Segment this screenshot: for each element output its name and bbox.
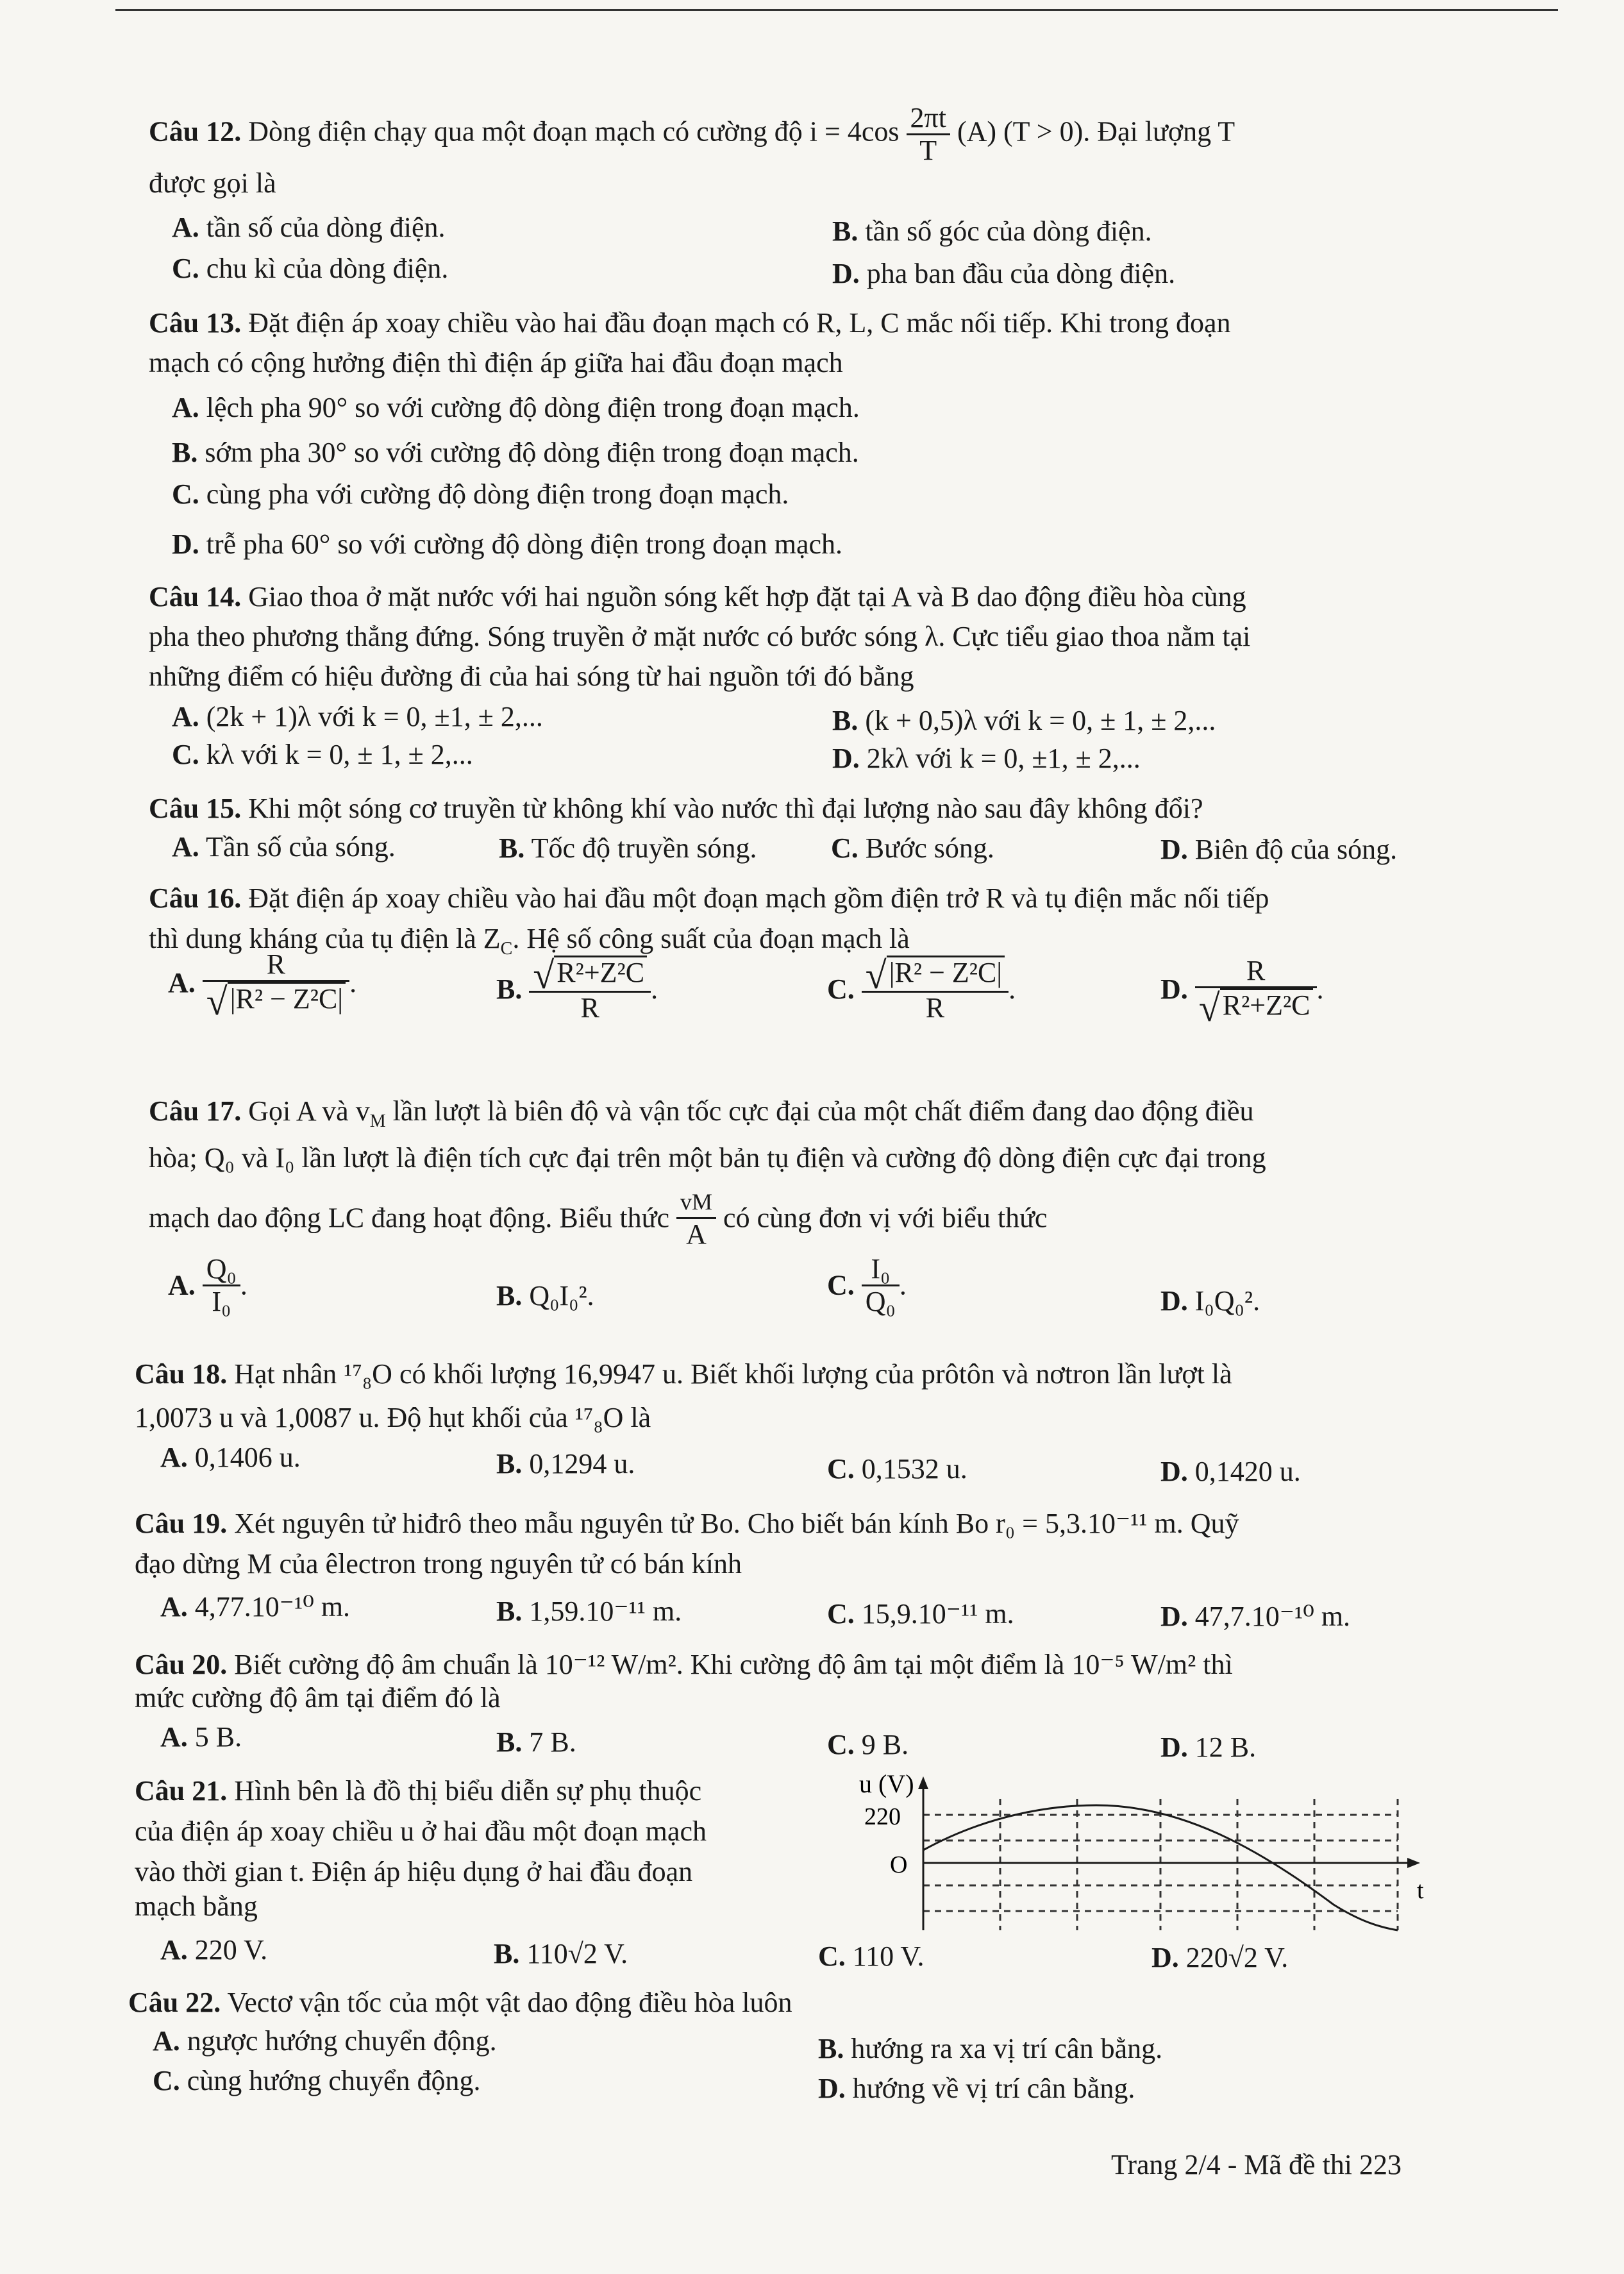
q19-stem-line2: đạo dừng M của êlectron trong nguyên tử có bán kính <box>135 1548 742 1579</box>
q15-option-b: B. Tốc độ truyền sóng. <box>499 832 757 864</box>
q12-label: Câu 12. <box>149 115 242 147</box>
q21-stem-line3: vào thời gian t. Điện áp hiệu dụng ở hai đầu đoạn <box>135 1856 693 1887</box>
q16-b-fraction: $\frac{\text{√R²+Z²C}}{R}$ <box>529 956 651 1023</box>
q13-stem-line2: mạch có cộng hưởng điện thì điện áp giữa hai đầu đoạn mạch <box>149 347 843 378</box>
q13-option-b: B. sớm pha 30° so với cường độ dòng điện trong đoạn mạch. <box>172 437 859 468</box>
q14-option-a: A. (2k + 1)λ với k = 0, ±1, ± 2,... <box>172 701 543 732</box>
q16-option-b: B. $\frac{\text{√R²+Z²C}}{R}$ . <box>496 954 658 1023</box>
q13-label: Câu 13. <box>149 307 242 339</box>
q15-stem-line1: Câu 15. Khi một sóng cơ truyền từ không khí vào nước thì đại lượng nào sau đây không đổi? <box>149 793 1203 824</box>
q13-option-c: C. cùng pha với cường độ dòng điện trong đoạn mạch. <box>172 478 789 510</box>
q16-option-c: C. $\frac{\text{√|R² − Z²C|}}{R}$ . <box>827 954 1016 1023</box>
q16-option-a: A. $\frac{R}{\text{√|R² − Z²C|}}$ . <box>168 948 357 1023</box>
q21-stem-line2: của điện áp xoay chiều u ở hai đầu một đoạn mạch <box>135 1815 707 1847</box>
q14-option-c: C. kλ với k = 0, ± 1, ± 2,... <box>172 739 473 770</box>
q14-stem-line2: pha theo phương thẳng đứng. Sóng truyền ở mặt nước có bước sóng λ. Cực tiểu giao thoa nằm tại <box>149 621 1251 652</box>
q17-a-fraction: $\frac{\text{Q₀}}{\text{I₀}}$ <box>203 1254 240 1317</box>
q13-stem-line1: Câu 13. Đặt điện áp xoay chiều vào hai đầu đoạn mạch có R, L, C mắc nối tiếp. Khi trong đoạn <box>149 307 1231 339</box>
q21-stem-line1: Câu 21. Hình bên là đồ thị biểu diễn sự phụ thuộc <box>135 1775 702 1807</box>
q18-option-a: A. 0,1406 u. <box>160 1442 301 1473</box>
q14-option-b: B. (k + 0,5)λ với k = 0, ± 1, ± 2,... <box>832 705 1216 736</box>
graph-grid <box>923 1799 1398 1930</box>
q12-option-c: C. chu kì của dòng điện. <box>172 253 449 284</box>
q17-fraction: $\frac{vM}{A}$ <box>676 1186 716 1250</box>
q17-option-c: C. $\frac{\text{I₀}}{\text{Q₀}}$ . <box>827 1253 907 1317</box>
q22-stem-line1: Câu 22. Vectơ vận tốc của một vật dao động điều hòa luôn <box>128 1987 792 2018</box>
page-footer: Trang 2/4 - Mã đề thi 223 <box>1111 2149 1402 2180</box>
q21-option-a: A. 220 V. <box>160 1934 268 1966</box>
q14-option-d: D. 2kλ với k = 0, ±1, ± 2,... <box>832 743 1141 774</box>
q20-label: Câu 20. <box>135 1649 228 1680</box>
q17-option-a: A. $\frac{\text{Q₀}}{\text{I₀}}$ . <box>168 1253 247 1317</box>
q17-stem-line2: hòa; Q₀ và I₀ lần lượt là điện tích cực đại trên một bản tụ điện và cường độ dòng điện cực đại trong <box>149 1142 1266 1174</box>
graph-origin: O <box>890 1851 908 1878</box>
q15-option-a: A. Tần số của sóng. <box>172 831 396 863</box>
q12-option-d: D. pha ban đầu của dòng điện. <box>832 258 1176 289</box>
q12-fraction: $\frac{2\pi t}{T}$ <box>907 103 950 166</box>
top-rule <box>115 9 1558 11</box>
q20-option-b: B. 7 B. <box>496 1726 576 1758</box>
q16-d-fraction: $\frac{R}{\text{√R²+Z²C}}$ <box>1195 956 1317 1023</box>
q17-option-b: B. Q₀I₀². <box>496 1280 594 1311</box>
q15-option-c: C. Bước sóng. <box>831 832 994 864</box>
q13-option-d: D. trễ pha 60° so với cường độ dòng điện trong đoạn mạch. <box>172 528 843 560</box>
q12-option-b: B. tần số góc của dòng điện. <box>832 215 1152 247</box>
q14-stem-line3: những điểm có hiệu đường đi của hai sóng từ hai nguồn tới đó bằng <box>149 661 914 692</box>
q17-stem-line1: Câu 17. Gọi A và $v_M$ lần lượt là biên độ và vận tốc cực đại của một chất điểm đang dao động điều <box>149 1095 1254 1131</box>
q16-c-fraction: $\frac{\text{√|R² − Z²C|}}{R}$ <box>862 956 1009 1023</box>
q20-option-c: C. 9 B. <box>827 1729 909 1760</box>
q16-a-fraction: $\frac{R}{\text{√|R² − Z²C|}}$ <box>203 949 349 1017</box>
q20-stem-line2: mức cường độ âm tại điểm đó là <box>135 1682 501 1714</box>
q20-stem-line1: Câu 20. Biết cường độ âm chuẩn là 10⁻¹² W/m². Khi cường độ âm tại một điểm là 10⁻⁵ W/m² thì <box>135 1649 1233 1680</box>
q17-c-fraction: $\frac{\text{I₀}}{\text{Q₀}}$ <box>862 1254 900 1317</box>
q16-stem-line2: thì dung kháng của tụ điện là $Z_C$. Hệ số công suất của đoạn mạch là <box>149 923 910 959</box>
q19-option-b: B. 1,59.10⁻¹¹ m. <box>496 1596 682 1627</box>
x-axis-arrow-icon <box>1407 1858 1420 1868</box>
q17-label: Câu 17. <box>149 1095 242 1127</box>
q14-stem-line1: Câu 14. Giao thoa ở mặt nước với hai nguồn sóng kết hợp đặt tại A và B dao động điều hòa cùng <box>149 581 1246 612</box>
q21-option-b: B. 110√2 V. <box>494 1938 628 1969</box>
graph-ytick-220: 220 <box>864 1803 901 1830</box>
y-axis-arrow-icon <box>918 1776 928 1789</box>
q17-option-d: D. I₀Q₀². <box>1160 1285 1260 1317</box>
q12-stem-line2: được gọi là <box>149 167 276 199</box>
q19-option-d: D. 47,7.10⁻¹⁰ m. <box>1160 1601 1351 1632</box>
q14-label: Câu 14. <box>149 581 242 612</box>
q19-option-c: C. 15,9.10⁻¹¹ m. <box>827 1598 1014 1630</box>
q21-option-c: C. 110 V. <box>818 1941 925 1972</box>
q21-label: Câu 21. <box>135 1775 228 1807</box>
q15-option-d: D. Biên độ của sóng. <box>1160 834 1398 865</box>
q18-label: Câu 18. <box>135 1358 228 1390</box>
q19-label: Câu 19. <box>135 1508 228 1539</box>
q16-option-d: D. $\frac{R}{\text{√R²+Z²C}}$ . <box>1160 955 1324 1029</box>
graph-ylabel: u (V) <box>859 1770 914 1798</box>
q18-stem-line2: 1,0073 u và 1,0087 u. Độ hụt khối của ¹⁷₈O là <box>135 1402 651 1433</box>
q20-option-d: D. 12 B. <box>1160 1731 1257 1763</box>
q18-stem-line1: Câu 18. Hạt nhân ¹⁷₈O có khối lượng 16,9947 u. Biết khối lượng của prôtôn và nơtron lần lượt là <box>135 1358 1232 1390</box>
q13-option-a: A. lệch pha 90° so với cường độ dòng điện trong đoạn mạch. <box>172 392 860 423</box>
q22-option-a: A. ngược hướng chuyển động. <box>153 2025 497 2057</box>
q22-option-c: C. cùng hướng chuyển động. <box>153 2065 481 2096</box>
graph-xlabel: t <box>1417 1877 1424 1904</box>
q17-stem-line3: mạch dao động LC đang hoạt động. Biểu thức $\frac{vM}{A}$ có cùng đơn vị với biểu thức <box>149 1186 1047 1250</box>
q20-option-a: A. 5 B. <box>160 1721 242 1753</box>
q15-label: Câu 15. <box>149 793 242 824</box>
q21-stem-line4: mạch bằng <box>135 1891 258 1922</box>
q16-label: Câu 16. <box>149 882 242 914</box>
q12-stem-line1: Câu 12. Dòng điện chạy qua một đoạn mạch có cường độ i = 4cos $\frac{2\pi t}{T}$ (A) (T > 0). Đại lượng T <box>149 102 1235 166</box>
q18-option-b: B. 0,1294 u. <box>496 1448 635 1479</box>
q18-option-c: C. 0,1532 u. <box>827 1453 967 1485</box>
q22-option-b: B. hướng ra xa vị trí cân bằng. <box>818 2033 1163 2064</box>
q19-option-a: A. 4,77.10⁻¹⁰ m. <box>160 1591 351 1622</box>
q22-option-d: D. hướng về vị trí cân bằng. <box>818 2073 1135 2104</box>
q18-option-d: D. 0,1420 u. <box>1160 1456 1301 1487</box>
q21-voltage-graph <box>846 1770 1436 1943</box>
q22-label: Câu 22. <box>128 1987 221 2018</box>
q16-stem-line1: Câu 16. Đặt điện áp xoay chiều vào hai đầu một đoạn mạch gồm điện trở R và tụ điện mắc nối tiếp <box>149 882 1269 914</box>
q19-stem-line1: Câu 19. Xét nguyên tử hiđrô theo mẫu nguyên tử Bo. Cho biết bán kính Bo r₀ = 5,3.10⁻¹¹ m. Quỹ <box>135 1508 1239 1539</box>
q21-option-d: D. 220√2 V. <box>1151 1942 1289 1973</box>
q12-option-a: A. tần số của dòng điện. <box>172 212 446 243</box>
